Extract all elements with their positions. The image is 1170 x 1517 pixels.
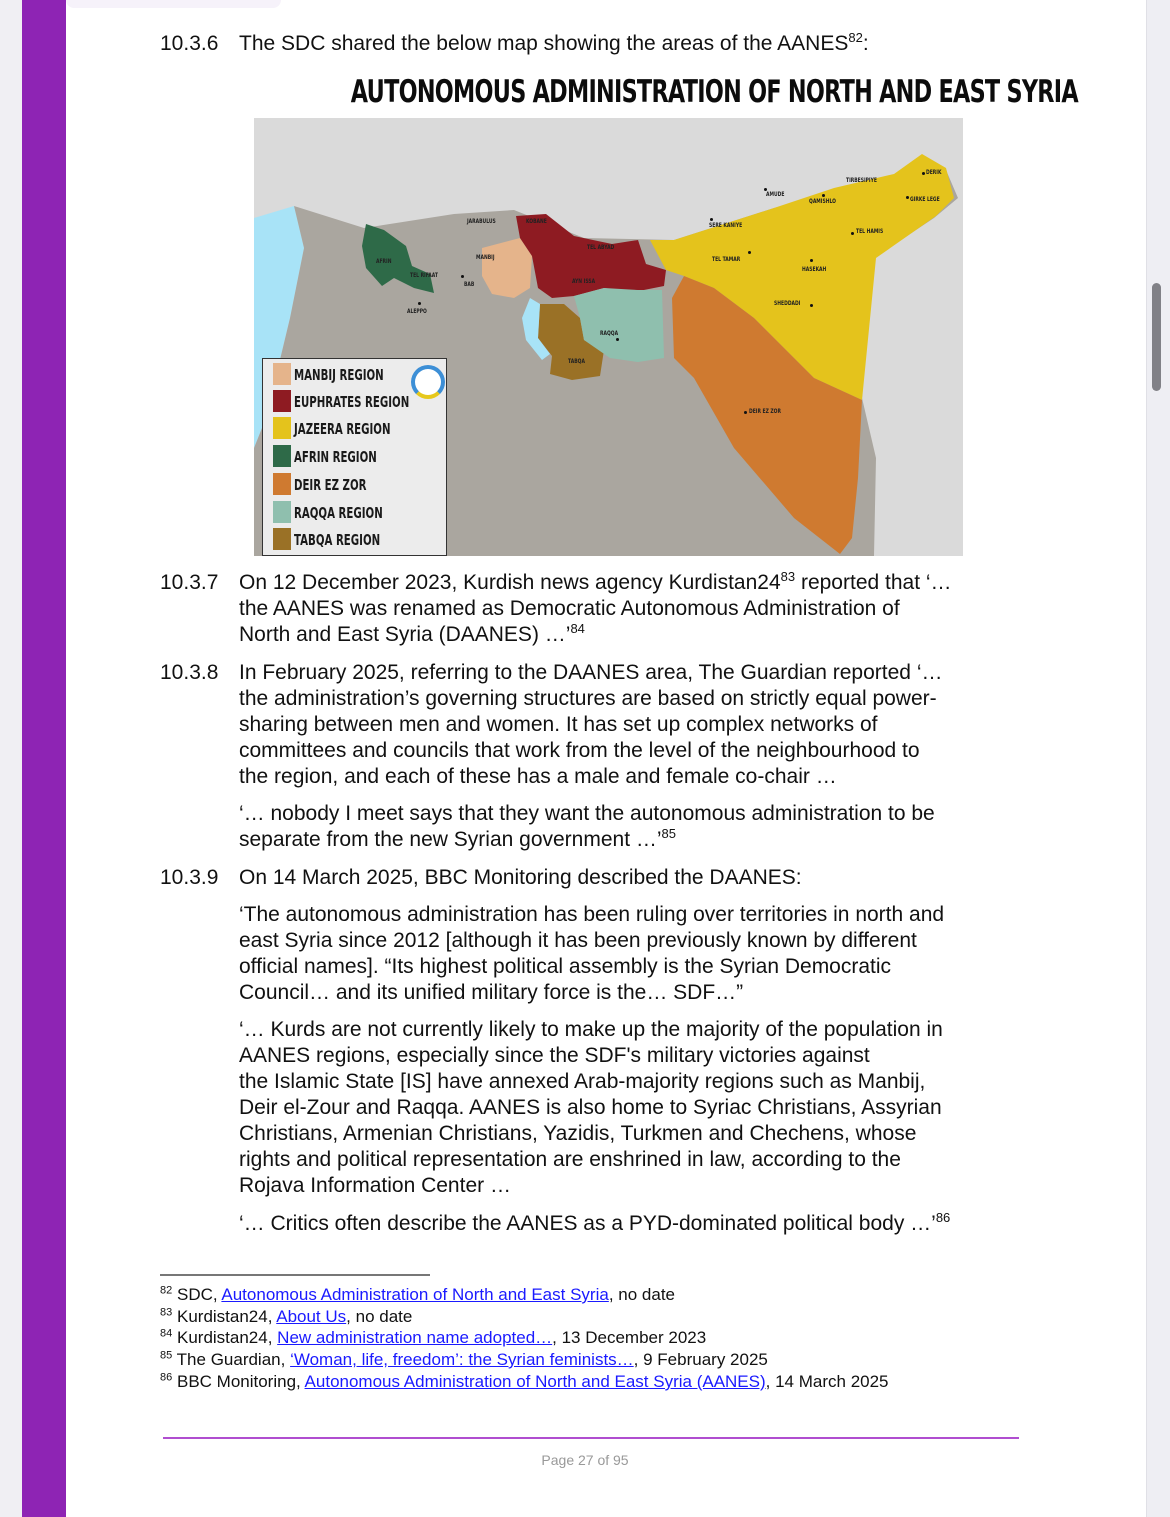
legend-label: TABQA REGION bbox=[294, 531, 381, 549]
legend-label: JAZEERA REGION bbox=[294, 420, 391, 438]
city-dot bbox=[851, 232, 854, 235]
city-label: TABQA bbox=[568, 358, 585, 365]
footnote-link[interactable]: ‘Woman, life, freedom’: the Syrian feminists… bbox=[290, 1350, 634, 1369]
city-dot bbox=[418, 302, 421, 305]
city-dot bbox=[810, 304, 813, 307]
city-label: TEL RIFAAT bbox=[410, 272, 438, 279]
legend-swatch bbox=[273, 390, 291, 412]
city-dot bbox=[906, 196, 909, 199]
city-label: TEL ABYAD bbox=[587, 244, 615, 251]
legend-label: RAQQA REGION bbox=[294, 504, 383, 522]
left-gutter bbox=[0, 0, 22, 1517]
paragraph-number: 10.3.7 bbox=[160, 571, 219, 594]
legend-swatch bbox=[273, 363, 291, 385]
city-label: RAQQA bbox=[600, 330, 619, 337]
footnote-ref[interactable]: 86 bbox=[935, 1210, 951, 1225]
city-label: JARABULUS bbox=[467, 218, 496, 225]
map-legend bbox=[262, 358, 447, 556]
city-label: DERIK bbox=[926, 169, 942, 176]
city-dot bbox=[744, 411, 747, 414]
city-label: MANBIJ bbox=[476, 254, 495, 261]
legend-swatch bbox=[273, 528, 291, 550]
city-dot bbox=[710, 218, 713, 221]
city-label: KOBANE bbox=[526, 218, 547, 225]
legend-label: DEIR EZ ZOR bbox=[294, 476, 367, 494]
paragraph-text: The SDC shared the below map showing the areas of the AANES bbox=[239, 32, 849, 55]
city-label: AMUDE bbox=[766, 191, 785, 198]
city-label: QAMISHLO bbox=[809, 198, 836, 205]
page-number: Page 27 of 95 bbox=[541, 1452, 629, 1468]
footnote-ref[interactable]: 84 bbox=[570, 621, 585, 636]
footnote-ref[interactable]: 83 bbox=[780, 569, 796, 584]
bbc-quote-1: ‘The autonomous administration has been ruling over territories in north and east Syria since 2012 [although it has been previously known by different official names]. “Its highest political assembly is the Syrian Democratic Council… and its unified military force is the… SDF…” bbox=[239, 903, 945, 1004]
city-dot bbox=[616, 338, 619, 341]
footnote-ref[interactable]: 85 bbox=[661, 826, 677, 841]
footnote: $^{84}$ Kurdistan24, New administration name adopted…, 13 December 2023 bbox=[160, 1327, 707, 1347]
guardian-quote: ‘… nobody I meet says that they want the autonomous administration to be separate from the new Syrian government …’$^{85}$ bbox=[239, 802, 935, 851]
city-label: GIRKE LEGE bbox=[910, 196, 940, 203]
footnote-link[interactable]: New administration name adopted… bbox=[277, 1328, 553, 1347]
top-tab-overlay bbox=[66, 0, 281, 8]
legend-label: AFRIN REGION bbox=[294, 448, 377, 466]
city-dot bbox=[461, 275, 464, 278]
footnote-link[interactable]: About Us bbox=[276, 1307, 347, 1326]
scrollbar-thumb[interactable] bbox=[1152, 283, 1161, 391]
city-label: AYN ISSA bbox=[572, 278, 596, 285]
city-label: HASEKAH bbox=[802, 266, 827, 273]
footnote: $^{85}$ The Guardian, ‘Woman, life, freedom’: the Syrian feminists…, 9 February 2025 bbox=[160, 1349, 768, 1369]
bbc-quote-3: ‘… Critics often describe the AANES as a PYD-dominated political body …’$^{86}$ bbox=[239, 1210, 951, 1235]
city-label: BAB bbox=[464, 281, 475, 288]
legend-swatch bbox=[273, 445, 291, 467]
footer-rule bbox=[163, 1437, 1019, 1439]
paragraph-number: 10.3.6 bbox=[160, 32, 219, 55]
scrollbar-track[interactable] bbox=[1146, 0, 1170, 1517]
city-label: SHEDDADI bbox=[774, 300, 801, 307]
footnote-ref[interactable]: 82 bbox=[848, 30, 863, 45]
aanes-emblem-icon bbox=[411, 365, 445, 399]
city-label: SERE KANIYE bbox=[709, 222, 743, 229]
legend-swatch bbox=[273, 501, 291, 523]
accent-sidebar-bar bbox=[22, 0, 66, 1517]
footnote-link[interactable]: Autonomous Administration of North and East Syria (AANES) bbox=[304, 1372, 766, 1391]
city-label: TIRBESIPIYE bbox=[846, 177, 877, 184]
city-label: TEL TAMAR bbox=[712, 256, 741, 263]
city-label: TEL HAMIS bbox=[856, 228, 884, 235]
legend-label: MANBIJ REGION bbox=[294, 366, 384, 384]
legend-swatch bbox=[273, 417, 291, 439]
legend-swatch bbox=[273, 473, 291, 495]
paragraph-number: 10.3.8 bbox=[160, 661, 219, 684]
footnote-link[interactable]: Autonomous Administration of North and East Syria bbox=[221, 1285, 609, 1304]
city-dot bbox=[810, 259, 813, 262]
aanes-map bbox=[254, 118, 963, 556]
city-dot bbox=[822, 194, 825, 197]
footnote: $^{82}$ SDC, Autonomous Administration of North and East Syria, no date bbox=[160, 1284, 675, 1304]
city-label: AFRIN bbox=[376, 258, 392, 265]
footnote: $^{86}$ BBC Monitoring, Autonomous Administration of North and East Syria (AANES), 14 March 2025 bbox=[160, 1371, 889, 1391]
paragraph-number: 10.3.9 bbox=[160, 866, 219, 889]
map-title: AUTONOMOUS ADMINISTRATION OF NORTH AND EAST SYRIA bbox=[350, 74, 1078, 110]
bbc-quote-2: ‘… Kurds are not currently likely to make up the majority of the population in AANES regions, especially since the SDF's military victories against the Islamic State [IS] have annexed Arab-majority regions such as Manbij, Deir el-Zour and Raqqa. AANES is also home to Syriac Christians, Assyrian Christians, Armenian Christians, Yazidis, Turkmen and Chechens, whose rights and political representation are enshrined in law, according to the Rojava Information Center … bbox=[239, 1018, 943, 1197]
city-label: DEIR EZ ZOR bbox=[749, 408, 781, 415]
legend-label: EUPHRATES REGION bbox=[294, 393, 410, 411]
city-dot bbox=[922, 172, 925, 175]
footnote-separator bbox=[160, 1274, 430, 1276]
city-label: ALEPPO bbox=[407, 308, 427, 315]
footnote: $^{83}$ Kurdistan24, About Us, no date bbox=[160, 1306, 413, 1326]
city-dot bbox=[748, 251, 751, 254]
